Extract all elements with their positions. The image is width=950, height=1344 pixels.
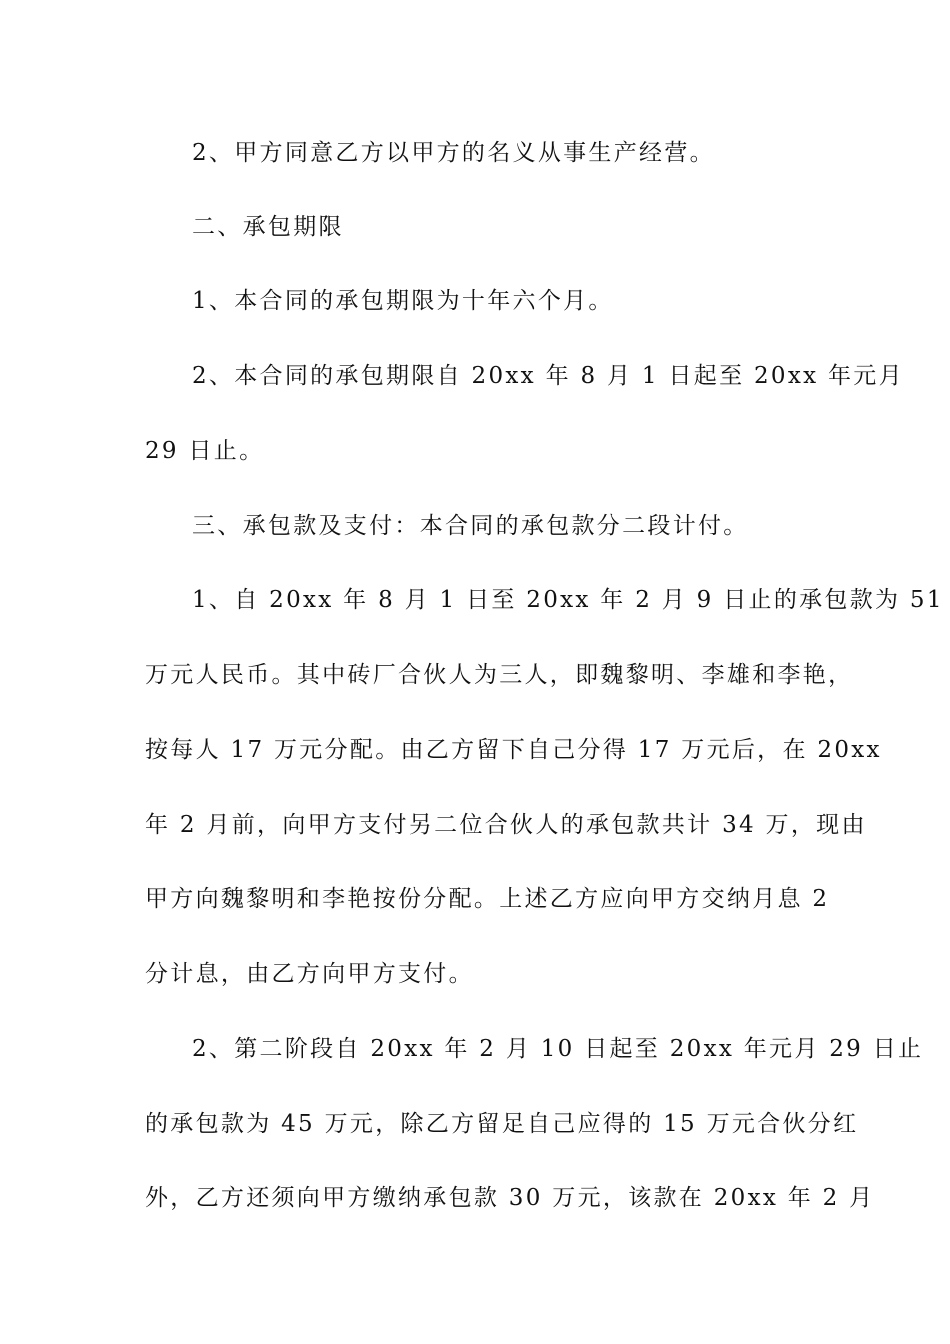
paragraph-line: 按每人 17 万元分配。由乙方留下自己分得 17 万元后，在 20xx xyxy=(145,737,882,763)
paragraph-line: 的承包款为 45 万元，除乙方留足自己应得的 15 万元合伙分红 xyxy=(145,1111,859,1137)
paragraph-line: 1、本合同的承包期限为十年六个月。 xyxy=(192,288,614,314)
paragraph-line: 外，乙方还须向甲方缴纳承包款 30 万元，该款在 20xx 年 2 月 xyxy=(145,1185,875,1211)
section-heading: 三、承包款及支付：本合同的承包款分二段计付。 xyxy=(192,513,749,539)
paragraph-line: 2、第二阶段自 20xx 年 2 月 10 日起至 20xx 年元月 29 日止 xyxy=(192,1036,924,1062)
paragraph-line: 29 日止。 xyxy=(145,438,265,464)
paragraph-line: 2、甲方同意乙方以甲方的名义从事生产经营。 xyxy=(192,140,715,166)
paragraph-line: 万元人民币。其中砖厂合伙人为三人，即魏黎明、李雄和李艳， xyxy=(145,662,854,688)
paragraph-line: 分计息，由乙方向甲方支付。 xyxy=(145,961,474,987)
paragraph-line: 1、自 20xx 年 8 月 1 日至 20xx 年 2 月 9 日止的承包款为 51 xyxy=(192,587,944,613)
paragraph-line: 2、本合同的承包期限自 20xx 年 8 月 1 日起至 20xx 年元月 xyxy=(192,363,904,389)
paragraph-line: 甲方向魏黎明和李艳按份分配。上述乙方应向甲方交纳月息 2 xyxy=(145,886,830,912)
paragraph-line: 年 2 月前，向甲方支付另二位合伙人的承包款共计 34 万，现由 xyxy=(145,812,867,838)
section-heading: 二、承包期限 xyxy=(192,214,344,240)
